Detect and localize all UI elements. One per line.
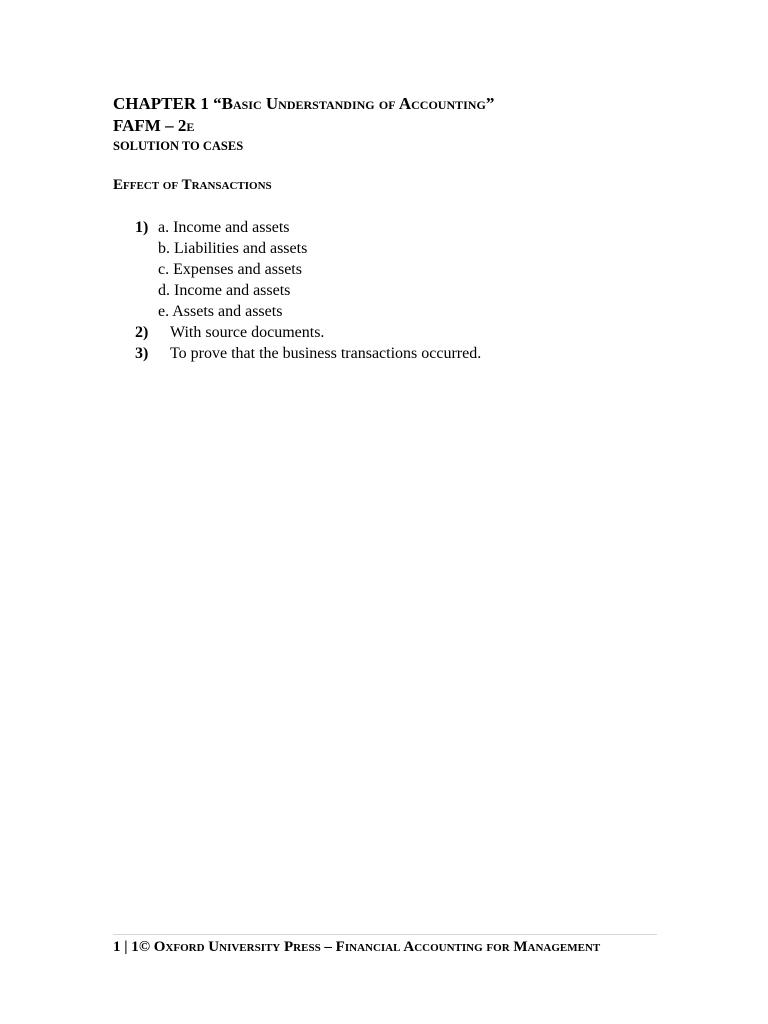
chapter-heading (113, 94, 494, 114)
answer-text: With source documents. (170, 324, 325, 341)
chapter-title: Basic Understanding of Accounting (221, 94, 486, 113)
edition-label: e (186, 116, 195, 135)
course-heading (113, 116, 194, 136)
answer-item-a: a. Income and assets (158, 219, 290, 236)
answer-item-d: d. Income and assets (158, 282, 291, 299)
chapter-prefix: CHAPTER 1 “ (113, 94, 222, 113)
footer-divider (113, 934, 657, 935)
page-footer (113, 936, 673, 958)
answer-text: To prove that the business transactions occurred. (170, 345, 482, 362)
page-number: 1 | 1 (113, 939, 139, 955)
course-code: FAFM – 2 (113, 116, 187, 135)
question-number: 1) (135, 219, 149, 236)
question-number: 2) (135, 324, 149, 341)
answer-item-b: b. Liabilities and assets (158, 240, 308, 257)
chapter-suffix: ” (485, 94, 495, 113)
answer-item-c: c. Expenses and assets (158, 261, 302, 278)
question-number: 3) (135, 345, 149, 362)
solution-subtitle: SOLUTION TO CASES (113, 139, 244, 153)
answer-item-e: e. Assets and assets (158, 303, 283, 320)
section-heading: Effect of Transactions (113, 177, 272, 193)
footer-copyright: © Oxford University Press – Financial Accounting for Management (138, 939, 601, 955)
